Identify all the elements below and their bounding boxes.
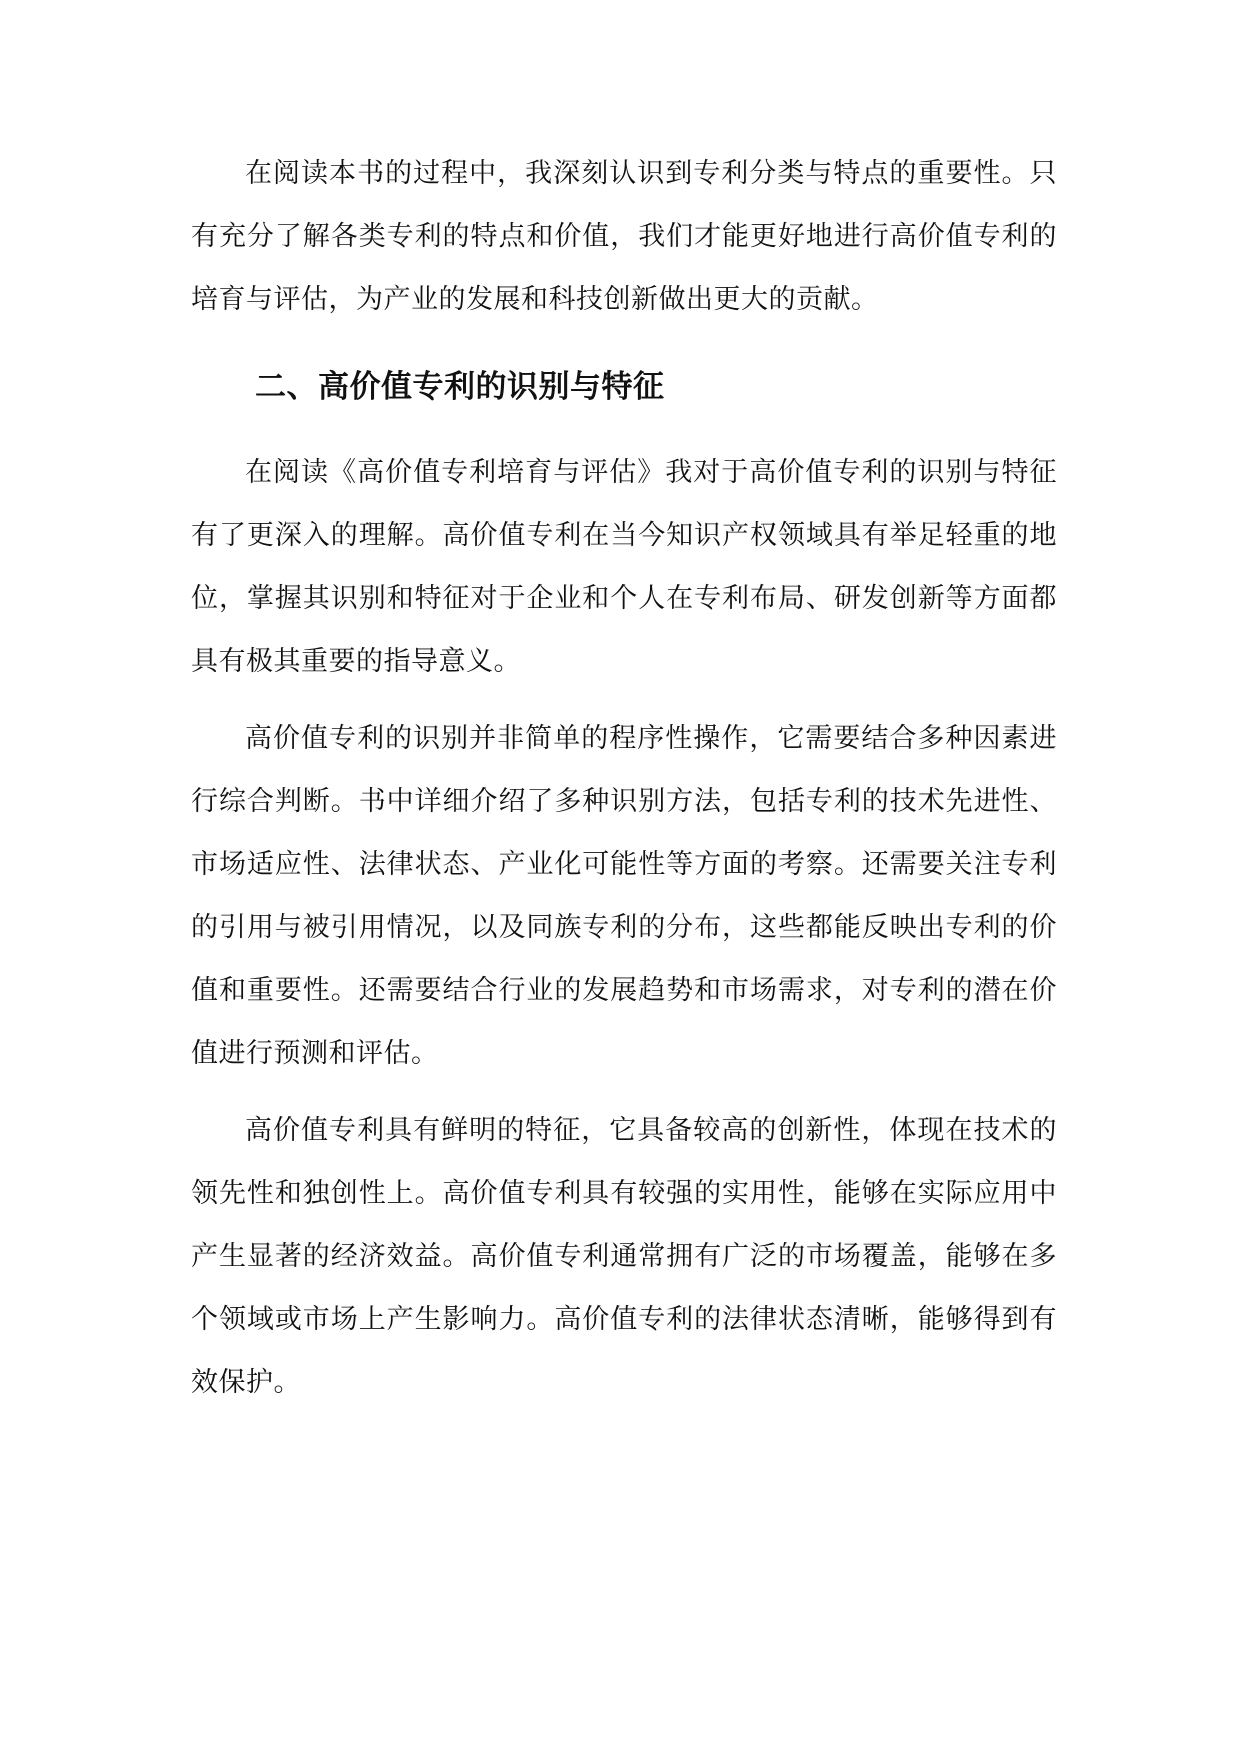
- paragraph: 高价值专利的识别并非简单的程序性操作，它需要结合多种因素进行综合判断。书中详细介绍了多种识别方法，包括专利的技术先进性、市场适应性、法律状态、产业化可能性等方面的考察。还需要关注专利的引用与被引用情况，以及同族专利的分布，这些都能反映出专利的价值和重要性。还需要结合行业的发展趋势和市场需求，对专利的潜在价值进行预测和评估。: [191, 723, 1057, 1069]
- paragraph: 高价值专利具有鲜明的特征，它具备较高的创新性，体现在技术的领先性和独创性上。高价值专利具有较强的实用性，能够在实际应用中产生显著的经济效益。高价值专利通常拥有广泛的市场覆盖，能够在多个领域或市场上产生影响力。高价值专利的法律状态清晰，能够得到有效保护。: [191, 1115, 1057, 1398]
- document-body: [191, 142, 1057, 1428]
- paragraph: 在阅读本书的过程中，我深刻认识到专利分类与特点的重要性。只有充分了解各类专利的特点和价值，我们才能更好地进行高价值专利的培育与评估，为产业的发展和科技创新做出更大的贡献。: [191, 158, 1057, 315]
- section-heading: 二、高价值专利的识别与特征: [255, 369, 665, 405]
- paragraph: 在阅读《高价值专利培育与评估》我对于高价值专利的识别与特征有了更深入的理解。高价值专利在当今知识产权领域具有举足轻重的地位，掌握其识别和特征对于企业和个人在专利布局、研发创新等方面都具有极其重要的指导意义。: [191, 457, 1057, 677]
